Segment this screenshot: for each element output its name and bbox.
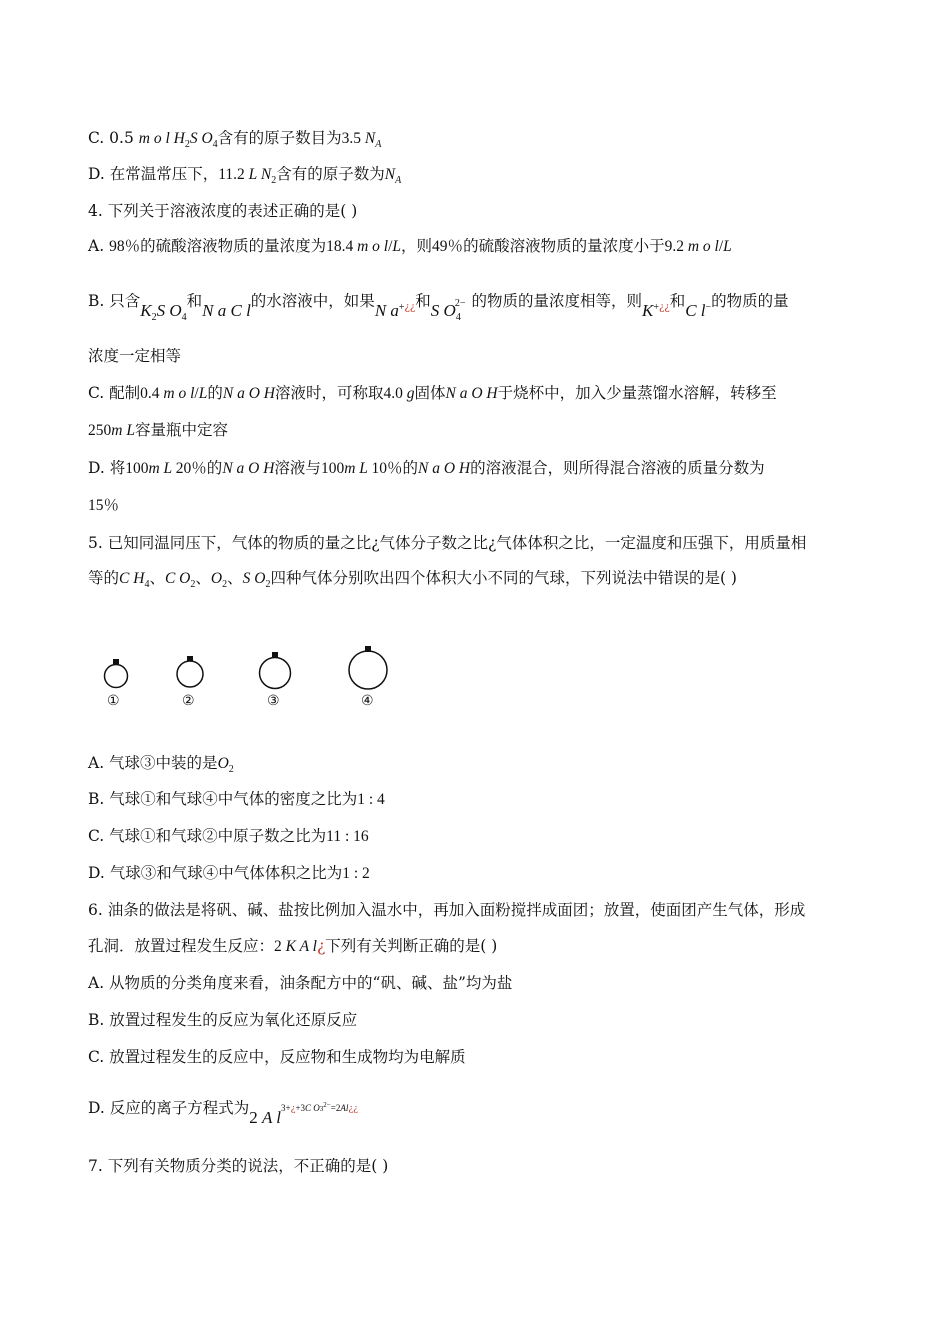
balloons-figure	[95, 640, 395, 720]
balloon-3	[260, 652, 291, 689]
q4-option-d: D. 将100m L 20％的N a O H溶液与100m L 10％的N a O H的溶液混合，则所得混合溶液的质量分数为	[88, 459, 765, 477]
q4-option-c-continued: 250m L容量瓶中定容	[88, 421, 228, 439]
q4-stem: 4. 下列关于溶液浓度的表述正确的是( )	[88, 202, 358, 220]
balloon-4	[349, 646, 387, 689]
q4-option-c: C. 配制0.4 m o l/L的N a O H溶液时，可称取4.0 g固体N a O H于烧杯中，加入少量蒸馏水溶解，转移至	[88, 384, 777, 402]
q4-option-b-continued: 浓度一定相等	[88, 347, 182, 365]
q6-option-b: B. 放置过程发生的反应为氧化还原反应	[88, 1011, 358, 1029]
q3-option-c: C. 0.5 m o l $H_2S$ $O_4$含有的原子数目为3.5 $N_A$	[88, 129, 382, 150]
q5-stem-line2: 等的C $H_4$、C $O_2$、$O_2$、S $O_2$四种气体分别吹出四个体积大小不同的气球，下列说法中错误的是( )	[88, 569, 737, 590]
q3-option-d: D. 在常温常压下，11.2 L $N_2$含有的原子数为$N_A$	[88, 165, 402, 186]
q5-stem-line1: 5. 已知同温同压下，气体的物质的量之比¿气体分子数之比¿气体体积之比，一定温度和压强下，用质量相	[88, 534, 807, 552]
q4-option-a: A. 98％的硫酸溶液物质的量浓度为18.4 m o l/L，则49％的硫酸溶液物质的量浓度小于9.2 m o l/L	[88, 237, 732, 255]
balloon-label-2: ②	[182, 693, 195, 709]
balloon-label-3: ③	[267, 693, 280, 709]
q5-option-d: D. 气球③和气球④中气体体积之比为1 : 2	[88, 864, 370, 882]
q4-option-d-continued: 15％	[88, 497, 120, 514]
q5-option-a: A. 气球③中装的是$O_2$	[88, 754, 234, 775]
q6-option-c: C. 放置过程发生的反应中，反应物和生成物均为电解质	[88, 1048, 466, 1066]
balloon-label-1: ①	[107, 693, 120, 709]
q5-option-b: B. 气球①和气球④中气体的密度之比为1 : 4	[88, 790, 385, 808]
q5-option-c: C. 气球①和气球②中原子数之比为11 : 16	[88, 827, 369, 845]
balloon-1	[105, 659, 128, 688]
balloon-2	[177, 656, 203, 687]
q7-stem: 7. 下列有关物质分类的说法，不正确的是( )	[88, 1157, 389, 1175]
q6-option-a: A. 从物质的分类角度来看，油条配方中的“矾、碱、盐”均为盐	[88, 974, 513, 992]
q6-stem-line2: 孔洞．放置过程发生反应：2 K A l¿下列有关判断正确的是( )	[88, 937, 498, 955]
q4-option-b: B. 只含$K_2S$ $O_4$和N a C l的水溶液中，如果N $a^+_{¿¿}$和S $O_42-$ 的物质的量浓度相等，则$K^+_{¿¿}$和C l−的物质的量	[88, 292, 789, 323]
q6-stem-line1: 6. 油条的做法是将矾、碱、盐按比例加入温水中，再加入面粉搅拌成面团；放置，使面团产生气体，形成	[88, 901, 806, 919]
q6-option-d: D. 反应的离子方程式为2 A l3+¿+3C $O3^{2-}=2Al¿¿$	[88, 1099, 358, 1127]
balloon-label-4: ④	[361, 693, 374, 709]
